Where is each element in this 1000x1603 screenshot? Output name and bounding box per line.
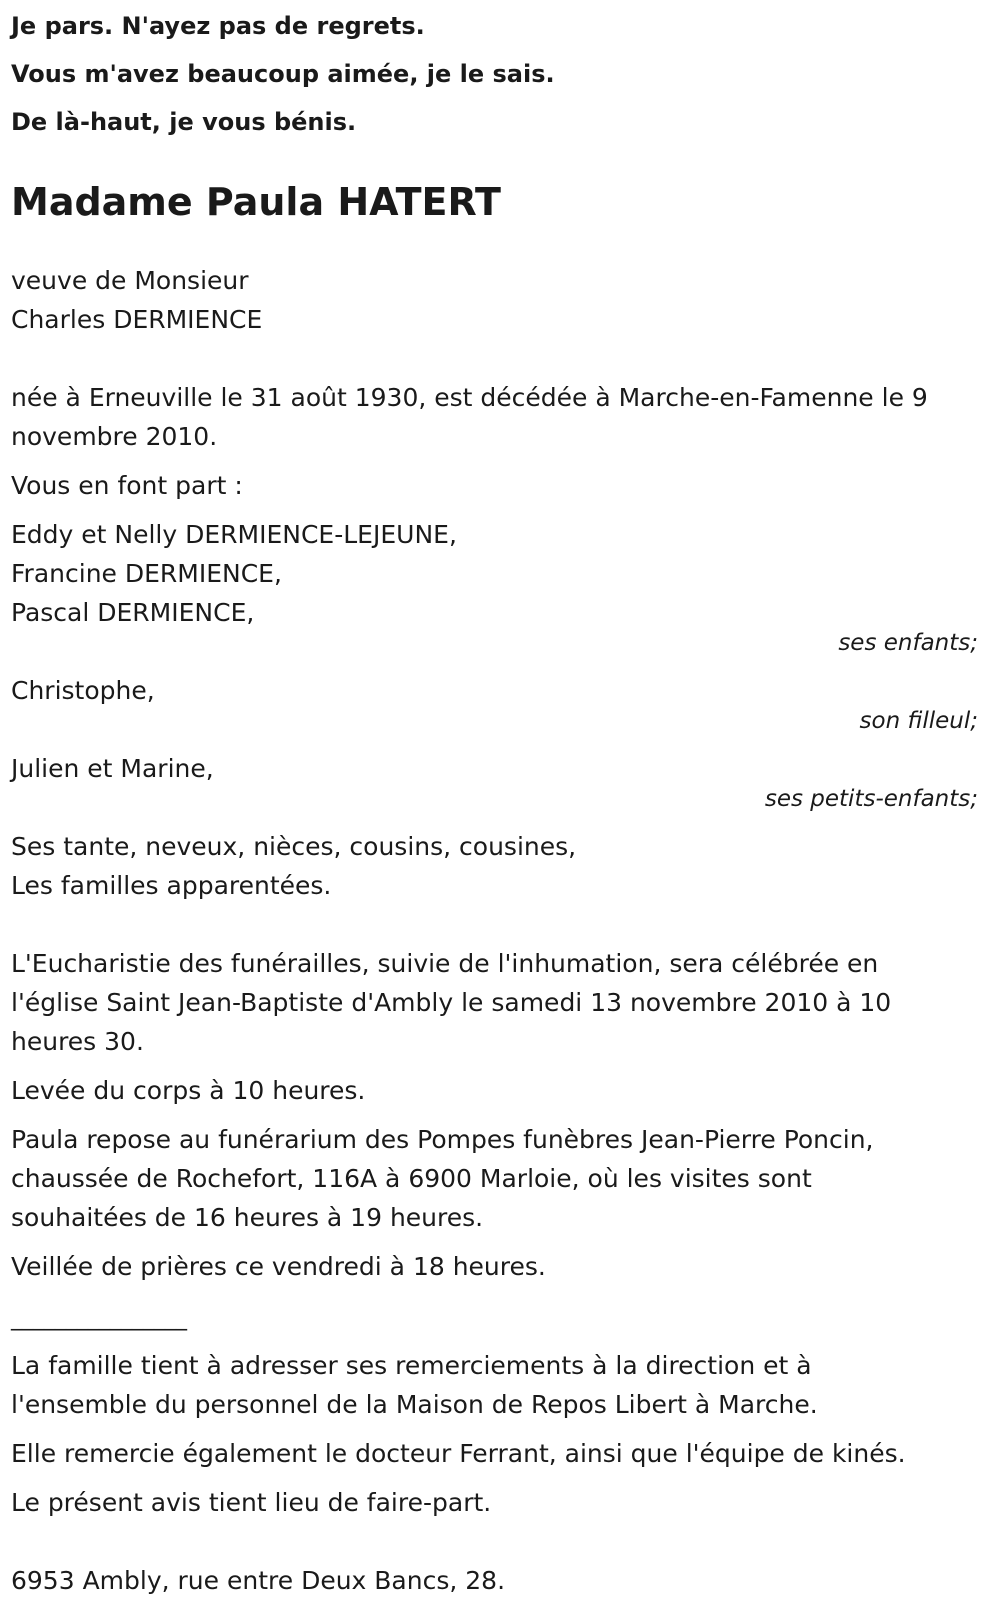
eucharist-paragraph: [11, 944, 989, 1061]
children-list: [11, 515, 989, 632]
godson-name: Christophe,: [11, 676, 155, 705]
repose-line: Paula repose au funérarium des Pompes funèbres Jean-Pierre Poncin,: [11, 1125, 874, 1154]
obituary-notice: [11, 0, 989, 1600]
poem: [11, 2, 989, 146]
faire-part-note: [11, 1483, 989, 1522]
spouse-line: Charles DERMIENCE: [11, 305, 263, 334]
address: 6953 Ambly, rue entre Deux Bancs, 28.: [11, 1566, 506, 1595]
veillee-paragraph: [11, 1247, 989, 1286]
birth-death-line: née à Erneuville le 31 août 1930, est décédée à Marche-en-Famenne le 9: [11, 383, 928, 412]
relatives-line: Ses tante, neveux, nièces, cousins, cousines,: [11, 832, 577, 861]
grandchildren-names: Julien et Marine,: [11, 754, 214, 783]
separator: ________________: [11, 1306, 187, 1331]
thanks-section: [11, 1346, 989, 1522]
poem-line: Vous m'avez beaucoup aimée, je le sais.: [11, 60, 555, 88]
child-name: Eddy et Nelly DERMIENCE-LEJEUNE,: [11, 520, 457, 549]
faire-part-line: Le présent avis tient lieu de faire-part.: [11, 1488, 492, 1517]
ceremony-info: [11, 944, 989, 1286]
levee-paragraph: [11, 1071, 989, 1110]
poem-line: De là-haut, je vous bénis.: [11, 108, 357, 136]
grandchildren-role: ses petits-enfants;: [764, 786, 978, 812]
thanks-line: Elle remercie également le docteur Ferrant, ainsi que l'équipe de kinés.: [11, 1439, 906, 1468]
thanks-line: l'ensemble du personnel de la Maison de Repos Libert à Marche.: [11, 1390, 818, 1419]
birth-death-line: novembre 2010.: [11, 422, 218, 451]
child-name: Pascal DERMIENCE,: [11, 598, 255, 627]
repose-line: souhaitées de 16 heures à 19 heures.: [11, 1203, 484, 1232]
thanks-line: La famille tient à adresser ses remerciements à la direction et à: [11, 1351, 812, 1380]
eucharist-line: heures 30.: [11, 1027, 144, 1056]
poem-line: Je pars. N'ayez pas de regrets.: [11, 12, 425, 40]
spouse-info: [11, 261, 989, 339]
deceased-name: Madame Paula HATERT: [11, 180, 501, 224]
relatives-line: Les familles apparentées.: [11, 871, 332, 900]
thanks-docteur: [11, 1434, 989, 1473]
repose-line: chaussée de Rochefort, 116A à 6900 Marloie, où les visites sont: [11, 1164, 812, 1193]
levee-line: Levée du corps à 10 heures.: [11, 1076, 366, 1105]
eucharist-line: L'Eucharistie des funérailles, suivie de l'inhumation, sera célébrée en: [11, 949, 879, 978]
thanks-maison-repos: [11, 1346, 989, 1424]
veillee-line: Veillée de prières ce vendredi à 18 heures.: [11, 1252, 546, 1281]
other-relatives: [11, 827, 989, 905]
birth-death-info: [11, 378, 989, 456]
eucharist-line: l'église Saint Jean-Baptiste d'Ambly le samedi 13 novembre 2010 à 10: [11, 988, 892, 1017]
child-name: Francine DERMIENCE,: [11, 559, 282, 588]
repose-paragraph: [11, 1120, 989, 1237]
godson-role: son filleul;: [859, 708, 978, 734]
spouse-line: veuve de Monsieur: [11, 266, 249, 295]
announcement-intro: Vous en font part :: [11, 471, 243, 500]
children-role: ses enfants;: [838, 630, 978, 656]
